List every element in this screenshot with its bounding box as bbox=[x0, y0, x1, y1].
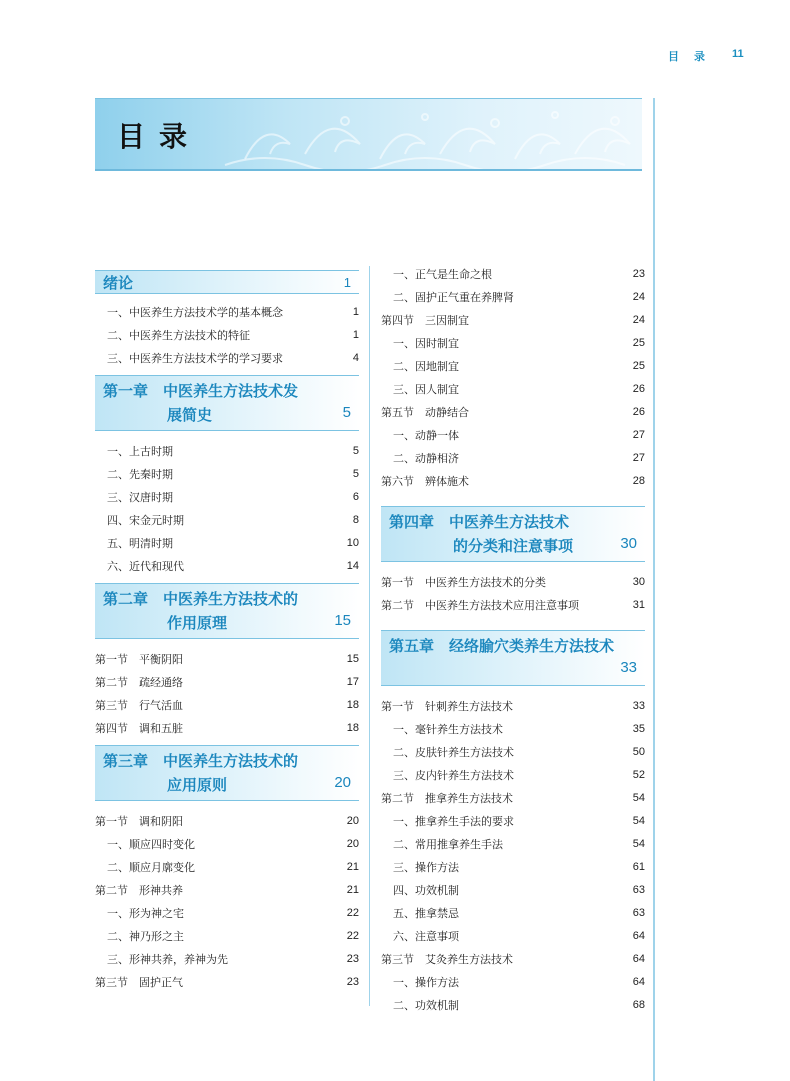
chapter-intro[interactable] bbox=[95, 270, 359, 294]
entry-label: 三、汉唐时期 bbox=[107, 490, 173, 504]
entry-page: 68 bbox=[632, 998, 645, 1011]
chapter-title: 绪论 bbox=[103, 274, 134, 292]
entry-label: 二、固护正气重在养脾肾 bbox=[393, 290, 514, 304]
chapter-4-list bbox=[381, 570, 645, 616]
entry-label: 一、顺应四时变化 bbox=[107, 837, 195, 851]
entry-label: 第一节 中医养生方法技术的分类 bbox=[381, 576, 546, 589]
entry-label: 三、操作方法 bbox=[393, 860, 459, 874]
entry-page: 50 bbox=[632, 745, 645, 758]
entry-label: 第二节 中医养生方法技术应用注意事项 bbox=[381, 599, 579, 612]
chapter-3[interactable] bbox=[95, 745, 359, 801]
toc-entry[interactable] bbox=[95, 670, 359, 693]
toc-entry[interactable] bbox=[381, 400, 645, 423]
toc-entry[interactable] bbox=[95, 531, 359, 554]
chapter-title-line2: 作用原理 bbox=[167, 615, 228, 632]
entry-label: 第一节 调和阴阳 bbox=[95, 815, 183, 828]
toc-entry[interactable] bbox=[381, 763, 645, 786]
toc-entry[interactable] bbox=[381, 331, 645, 354]
chapter-2[interactable] bbox=[95, 583, 359, 639]
entry-page: 18 bbox=[346, 721, 359, 734]
entry-page: 33 bbox=[632, 699, 645, 712]
toc-entry[interactable] bbox=[95, 485, 359, 508]
toc-entry[interactable] bbox=[381, 947, 645, 970]
entry-label: 第五节 动静结合 bbox=[381, 406, 469, 419]
margin-rule bbox=[653, 98, 655, 1081]
toc-entry[interactable] bbox=[381, 993, 645, 1016]
chapter-title-line1: 第五章 经络腧穴类养生方法技术 bbox=[389, 638, 615, 655]
entry-label: 一、形为神之宅 bbox=[107, 906, 184, 920]
continued-list bbox=[381, 262, 645, 492]
toc-entry[interactable] bbox=[95, 439, 359, 462]
chapter-5-list bbox=[381, 694, 645, 1016]
entry-page: 24 bbox=[632, 290, 645, 303]
entry-label: 第二节 推拿养生方法技术 bbox=[381, 792, 513, 805]
entry-label: 第三节 行气活血 bbox=[95, 699, 183, 712]
entry-label: 第二节 疏经通络 bbox=[95, 676, 183, 689]
chapter-1[interactable] bbox=[95, 375, 359, 431]
entry-label: 一、中医养生方法技术学的基本概念 bbox=[107, 305, 283, 319]
entry-page: 63 bbox=[632, 906, 645, 919]
entry-label: 第六节 辨体施术 bbox=[381, 475, 469, 488]
toc-entry[interactable] bbox=[95, 970, 359, 993]
toc-entry[interactable] bbox=[95, 716, 359, 739]
chapter-title-line1: 第一章 中医养生方法技术发 bbox=[103, 383, 299, 400]
entry-label: 二、先秦时期 bbox=[107, 467, 173, 481]
entry-page: 14 bbox=[346, 559, 359, 572]
toc-entry[interactable] bbox=[95, 901, 359, 924]
toc-entry[interactable] bbox=[95, 832, 359, 855]
entry-page: 27 bbox=[632, 428, 645, 441]
intro-list bbox=[95, 300, 359, 369]
toc-banner bbox=[95, 98, 642, 171]
toc-entry[interactable] bbox=[381, 832, 645, 855]
toc-entry[interactable] bbox=[381, 717, 645, 740]
entry-label: 一、因时制宜 bbox=[393, 336, 459, 350]
chapter-page: 5 bbox=[342, 404, 351, 421]
entry-page: 8 bbox=[352, 513, 359, 526]
chapter-page: 20 bbox=[334, 774, 351, 791]
entry-label: 二、常用推拿养生手法 bbox=[393, 837, 503, 851]
entry-label: 二、神乃形之主 bbox=[107, 929, 184, 943]
entry-page: 1 bbox=[352, 328, 359, 341]
entry-label: 一、毫针养生方法技术 bbox=[393, 722, 503, 736]
entry-label: 四、宋金元时期 bbox=[107, 513, 184, 527]
toc-entry[interactable] bbox=[381, 570, 645, 593]
entry-label: 一、正气是生命之根 bbox=[393, 267, 492, 281]
toc-entry[interactable] bbox=[381, 593, 645, 616]
entry-label: 第四节 三因制宜 bbox=[381, 314, 469, 327]
entry-page: 4 bbox=[352, 351, 359, 364]
entry-label: 三、皮内针养生方法技术 bbox=[393, 768, 514, 782]
chapter-page: 1 bbox=[343, 274, 351, 290]
entry-label: 三、中医养生方法技术学的学习要求 bbox=[107, 351, 283, 365]
toc-entry[interactable] bbox=[95, 346, 359, 369]
entry-page: 54 bbox=[632, 814, 645, 827]
toc-entry[interactable] bbox=[381, 308, 645, 331]
toc-entry[interactable] bbox=[381, 262, 645, 285]
toc-entry[interactable] bbox=[381, 924, 645, 947]
entry-page: 25 bbox=[632, 336, 645, 349]
toc-entry[interactable] bbox=[95, 878, 359, 901]
entry-page: 22 bbox=[346, 906, 359, 919]
chapter-5[interactable] bbox=[381, 630, 645, 686]
chapter-title-line1: 第二章 中医养生方法技术的 bbox=[103, 591, 299, 608]
running-title: 目 录 bbox=[668, 51, 712, 63]
entry-page: 5 bbox=[352, 467, 359, 480]
entry-label: 三、形神共养，养神为先 bbox=[107, 952, 228, 966]
toc-entry[interactable] bbox=[381, 469, 645, 492]
chapter-title-line2: 的分类和注意事项 bbox=[453, 538, 574, 555]
entry-page: 21 bbox=[346, 883, 359, 896]
entry-label: 四、功效机制 bbox=[393, 883, 459, 897]
entry-page: 17 bbox=[346, 675, 359, 688]
toc-entry[interactable] bbox=[381, 809, 645, 832]
entry-page: 52 bbox=[632, 768, 645, 781]
entry-label: 二、功效机制 bbox=[393, 998, 459, 1012]
chapter-title-line1: 第三章 中医养生方法技术的 bbox=[103, 753, 299, 770]
entry-label: 五、推拿禁忌 bbox=[393, 906, 459, 920]
entry-label: 一、操作方法 bbox=[393, 975, 459, 989]
entry-page: 26 bbox=[632, 405, 645, 418]
entry-label: 五、明清时期 bbox=[107, 536, 173, 550]
entry-label: 一、推拿养生手法的要求 bbox=[393, 814, 514, 828]
entry-page: 64 bbox=[632, 929, 645, 942]
entry-page: 26 bbox=[632, 382, 645, 395]
entry-label: 二、动静相济 bbox=[393, 451, 459, 465]
entry-label: 六、注意事项 bbox=[393, 929, 459, 943]
toc-entry[interactable] bbox=[381, 740, 645, 763]
entry-label: 一、上古时期 bbox=[107, 444, 173, 458]
entry-page: 35 bbox=[632, 722, 645, 735]
entry-label: 第二节 形神共养 bbox=[95, 884, 183, 897]
page-number: 11 bbox=[732, 48, 744, 60]
entry-page: 64 bbox=[632, 952, 645, 965]
entry-page: 15 bbox=[346, 652, 359, 665]
entry-page: 54 bbox=[632, 837, 645, 850]
chapter-1-list bbox=[95, 439, 359, 577]
entry-label: 第三节 固护正气 bbox=[95, 976, 183, 989]
chapter-title-line1: 第四章 中医养生方法技术 bbox=[389, 514, 570, 531]
toc-entry[interactable] bbox=[95, 947, 359, 970]
chapter-page: 33 bbox=[620, 659, 637, 676]
entry-page: 18 bbox=[346, 698, 359, 711]
toc-entry[interactable] bbox=[381, 878, 645, 901]
toc-entry[interactable] bbox=[381, 694, 645, 717]
toc-entry[interactable] bbox=[95, 855, 359, 878]
entry-label: 二、因地制宜 bbox=[393, 359, 459, 373]
entry-page: 6 bbox=[352, 490, 359, 503]
entry-page: 23 bbox=[346, 975, 359, 988]
toc-entry[interactable] bbox=[95, 554, 359, 577]
entry-page: 5 bbox=[352, 444, 359, 457]
entry-page: 64 bbox=[632, 975, 645, 988]
toc-entry[interactable] bbox=[95, 924, 359, 947]
entry-label: 第一节 平衡阴阳 bbox=[95, 653, 183, 666]
entry-label: 第四节 调和五脏 bbox=[95, 722, 183, 735]
entry-page: 23 bbox=[346, 952, 359, 965]
entry-page: 20 bbox=[346, 837, 359, 850]
toc-entry[interactable] bbox=[381, 901, 645, 924]
entry-page: 22 bbox=[346, 929, 359, 942]
column-divider bbox=[369, 266, 370, 1006]
entry-label: 三、因人制宜 bbox=[393, 382, 459, 396]
chapter-title-line2: 应用原则 bbox=[167, 777, 228, 794]
chapter-page: 30 bbox=[620, 535, 637, 552]
chapter-title-line2: 展简史 bbox=[167, 407, 213, 424]
toc-entry[interactable] bbox=[381, 423, 645, 446]
entry-label: 二、顺应月廓变化 bbox=[107, 860, 195, 874]
chapter-4[interactable] bbox=[381, 506, 645, 562]
entry-page: 31 bbox=[632, 598, 645, 611]
chapter-page: 15 bbox=[334, 612, 351, 629]
toc-entry[interactable] bbox=[95, 462, 359, 485]
page-title: 目录 bbox=[117, 120, 202, 153]
toc-entry[interactable] bbox=[381, 786, 645, 809]
chapter-2-list bbox=[95, 647, 359, 739]
entry-page: 27 bbox=[632, 451, 645, 464]
entry-label: 二、中医养生方法技术的特征 bbox=[107, 328, 250, 342]
toc-left-column bbox=[95, 262, 359, 993]
toc-entry[interactable] bbox=[95, 809, 359, 832]
toc-entry[interactable] bbox=[95, 300, 359, 323]
entry-page: 63 bbox=[632, 883, 645, 896]
entry-label: 第三节 艾灸养生方法技术 bbox=[381, 953, 513, 966]
entry-page: 61 bbox=[632, 860, 645, 873]
entry-label: 一、动静一体 bbox=[393, 428, 459, 442]
toc-entry[interactable] bbox=[95, 693, 359, 716]
toc-right-column bbox=[381, 262, 645, 1016]
entry-page: 20 bbox=[346, 814, 359, 827]
toc-entry[interactable] bbox=[381, 970, 645, 993]
toc-entry[interactable] bbox=[381, 377, 645, 400]
entry-page: 30 bbox=[632, 575, 645, 588]
toc-entry[interactable] bbox=[95, 323, 359, 346]
toc-entry[interactable] bbox=[381, 446, 645, 469]
entry-label: 六、近代和现代 bbox=[107, 559, 184, 573]
entry-label: 二、皮肤针养生方法技术 bbox=[393, 745, 514, 759]
entry-page: 24 bbox=[632, 313, 645, 326]
entry-page: 1 bbox=[352, 305, 359, 318]
entry-page: 21 bbox=[346, 860, 359, 873]
chapter-3-list bbox=[95, 809, 359, 993]
toc-entry[interactable] bbox=[381, 855, 645, 878]
entry-label: 第一节 针刺养生方法技术 bbox=[381, 700, 513, 713]
entry-page: 25 bbox=[632, 359, 645, 372]
entry-page: 28 bbox=[632, 474, 645, 487]
entry-page: 23 bbox=[632, 267, 645, 280]
toc-entry[interactable] bbox=[95, 508, 359, 531]
toc-entry[interactable] bbox=[95, 647, 359, 670]
entry-page: 10 bbox=[346, 536, 359, 549]
toc-entry[interactable] bbox=[381, 285, 645, 308]
entry-page: 54 bbox=[632, 791, 645, 804]
toc-entry[interactable] bbox=[381, 354, 645, 377]
